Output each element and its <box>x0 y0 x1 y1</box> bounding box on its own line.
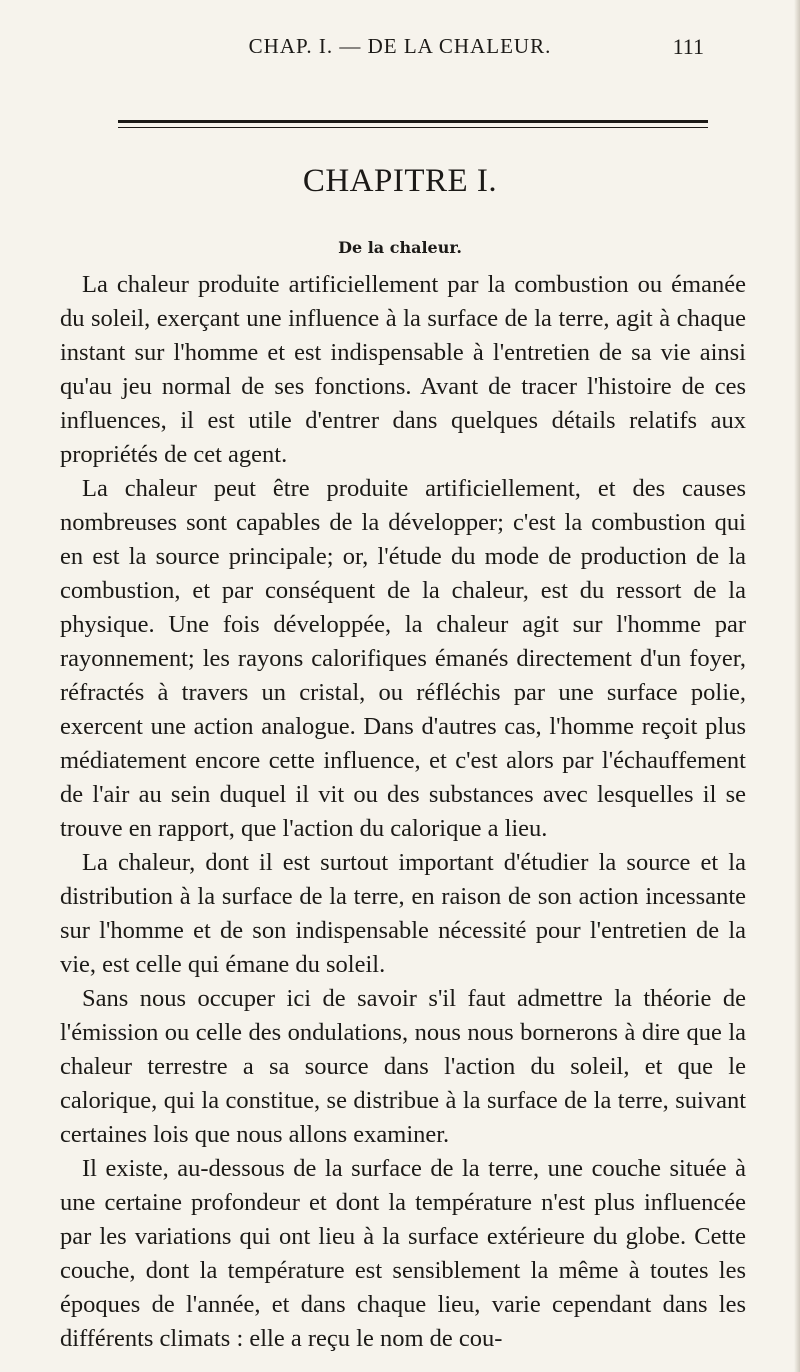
paragraph: La chaleur produite artificiellement par la combustion ou émanée du soleil, exerçant une influence à la surface de la terre, agit à chaque instant sur l'homme et est indispensable à l'entretien de sa vie ainsi qu'au jeu normal de ses fonctions. Avant de tracer l'histoire de ces influences, il est utile d'entrer dans quelques détails relatifs aux propriétés de cet agent. <box>60 271 746 468</box>
page-edge-shadow <box>794 0 800 1372</box>
header-rule-thin <box>118 127 708 128</box>
body-text <box>60 268 746 1356</box>
section-title: De la chaleur. <box>338 238 462 257</box>
paragraph: Il existe, au-dessous de la surface de la terre, une couche située à une certaine profondeur et dont la température n'est plus influencée par les variations qui ont lieu à la surface extérieure du globe. Cette couche, dont la température est sensiblement la même à toutes les époques de l'année, et dans chaque lieu, varie cependant dans les différents climats : elle a reçu le nom de cou- <box>60 1155 746 1352</box>
paragraph: La chaleur, dont il est surtout important d'étudier la source et la distribution à la surface de la terre, en raison de son action incessante sur l'homme et de son indispensable nécessité pour l'entretien de la vie, est celle qui émane du soleil. <box>60 849 746 978</box>
paragraph: La chaleur peut être produite artificiellement, et des causes nombreuses sont capables de la développer; c'est la combustion qui en est la source principale; or, l'étude du mode de production de la combustion, et par conséquent de la chaleur, est du ressort de la physique. Une fois développée, la chaleur agit sur l'homme par rayonnement; les rayons calorifiques émanés directement d'un foyer, réfractés à travers un cristal, ou réfléchis par une surface polie, exercent une action analogue. Dans d'autres cas, l'homme reçoit plus médiatement encore cette influence, et c'est alors par l'échauffement de l'air au sein duquel il vit ou des substances avec lesquelles il se trouve en rapport, que l'action du calorique a lieu. <box>60 475 746 842</box>
running-title: CHAP. I. — DE LA CHALEUR. <box>248 34 552 58</box>
running-head <box>0 34 800 74</box>
chapter-title: CHAPITRE I. <box>302 163 498 199</box>
page-number: 111 <box>672 34 704 59</box>
paragraph: Sans nous occuper ici de savoir s'il faut admettre la théorie de l'émission ou celle des ondulations, nous nous bornerons à dire que la chaleur terrestre a sa source dans l'action du soleil, et que le calorique, qui la constitue, se distribue à la surface de la terre, suivant certaines lois que nous allons examiner. <box>60 985 746 1148</box>
header-rule-thick <box>118 120 708 123</box>
